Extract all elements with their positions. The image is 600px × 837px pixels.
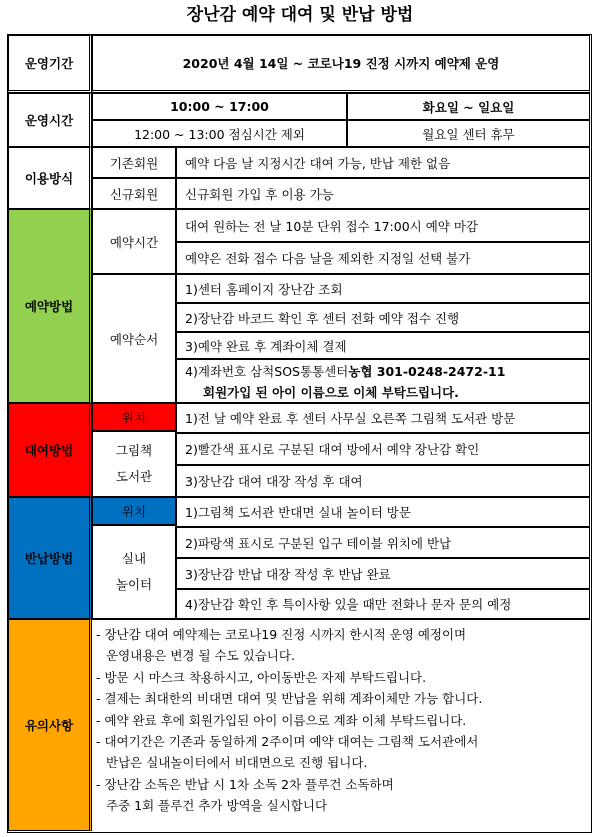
operation-hours-lunch: 12:00 ~ 13:00 점심시간 제외 — [92, 120, 347, 147]
notes-list — [92, 619, 590, 831]
return-place — [92, 525, 176, 619]
reservation-order-row-3: 3)예약 완료 후 계좌이체 결제 — [176, 332, 590, 359]
rental-row-3: 3)장난감 대여 대장 작성 후 대여 — [176, 465, 590, 497]
return-row-4: 4)장난감 확인 후 특이사항 있을 때만 전화나 문자 문의 예정 — [176, 589, 590, 619]
operation-period-value: 2020년 4월 14일 ~ 코로나19 진정 시까지 예약제 운영 — [92, 35, 590, 93]
rental-label: 대여방법 — [8, 403, 92, 497]
return-place-line-2: 놀이터 — [115, 577, 153, 592]
rental-location-label: 위치 — [92, 403, 176, 431]
return-location-label: 위치 — [92, 497, 176, 525]
rental-row-2: 2)빨간색 표시로 구분된 대여 방에서 예약 장난감 확인 — [176, 433, 590, 465]
reservation-label: 예약방법 — [8, 209, 92, 403]
reservation-order-row-2: 2)장난감 바코드 확인 후 센터 전화 예약 접수 진행 — [176, 303, 590, 332]
return-row-2: 2)파랑색 표시로 구분된 입구 테이블 위치에 반납 — [176, 527, 590, 558]
note-line-1: - 장난감 대여 예약제는 코로나19 진정 시까지 한시적 운영 예정이며 — [96, 627, 467, 642]
account-prefix: 4)계좌번호 삼척SOS통통센터 — [185, 364, 349, 379]
note-line-5: - 예약 완료 후에 회원가입된 아이 이름으로 계좌 이체 부탁드립니다. — [96, 712, 467, 728]
operation-hours-closed: 월요일 센터 휴무 — [347, 120, 590, 147]
note-line-6: - 대여기간은 기존과 동일하게 2주이며 예약 대여는 그림책 도서관에서 — [96, 734, 479, 750]
rental-place-line-1: 그림책 — [115, 443, 153, 458]
usage-existing-text: 예약 다음 날 지정시간 대여 가능, 반납 제한 없음 — [176, 147, 590, 178]
rental-row-1: 1)전 날 예약 완료 후 센터 사무실 오른쪽 그림책 도서관 방문 — [176, 403, 590, 433]
note-line-7: 반납은 실내놀이터에서 비대면으로 진행 됩니다. — [106, 755, 368, 771]
return-place-line-1: 실내 — [121, 551, 147, 566]
account-number: 농협 301-0248-2472-11 — [348, 364, 506, 379]
reservation-time-row-2: 예약은 전화 접수 다음 날을 제외한 지정일 선택 불가 — [176, 242, 590, 274]
note-line-4: - 결제는 최대한의 비대면 대여 및 반납을 위해 계좌이체만 가능 합니다. — [96, 691, 483, 707]
rental-place-line-2: 도서관 — [115, 469, 153, 484]
page-title: 장난감 예약 대여 및 반납 방법 — [186, 5, 414, 25]
note-line-2: 운영내용은 변경 될 수도 있습니다. — [106, 648, 295, 664]
usage-label: 이용방식 — [8, 147, 92, 209]
operation-hours-time: 10:00 ~ 17:00 — [92, 93, 347, 120]
usage-new-label: 신규회원 — [92, 178, 176, 209]
operation-hours-days: 화요일 ~ 일요일 — [347, 93, 590, 120]
reservation-account-row — [176, 359, 590, 403]
reservation-order-label: 예약순서 — [92, 274, 176, 403]
note-line-9: 주중 1회 플루건 추가 방역을 실시합니다 — [106, 798, 328, 814]
usage-new-text: 신규회원 가입 후 이용 가능 — [176, 178, 590, 209]
info-table — [7, 34, 592, 833]
operation-period-label: 운영기간 — [8, 35, 92, 93]
return-row-1: 1)그림책 도서관 반대면 실내 놀이터 방문 — [176, 497, 590, 527]
reservation-time-label: 예약시간 — [92, 209, 176, 274]
reservation-order-row-1: 1)센터 홈페이지 장난감 조회 — [176, 274, 590, 303]
note-line-8: - 장난감 소독은 반납 시 1차 소독 2차 플루건 소독하며 — [96, 776, 394, 792]
usage-existing-label: 기존회원 — [92, 147, 176, 178]
account-note: 회원가입 된 아이 이름으로 이체 부탁드립니다. — [203, 385, 459, 400]
reservation-time-row-1: 대여 원하는 전 날 10분 단위 접수 17:00시 예약 마감 — [176, 209, 590, 242]
operation-hours-label: 운영시간 — [8, 93, 92, 147]
notes-label: 유의사항 — [8, 619, 92, 831]
note-line-3: - 방문 시 마스크 착용하시고, 아이동반은 자제 부탁드립니다. — [96, 669, 427, 685]
return-row-3: 3)장난감 반납 대장 작성 후 반납 완료 — [176, 558, 590, 589]
return-label: 반납방법 — [8, 497, 92, 619]
rental-place — [92, 431, 176, 497]
